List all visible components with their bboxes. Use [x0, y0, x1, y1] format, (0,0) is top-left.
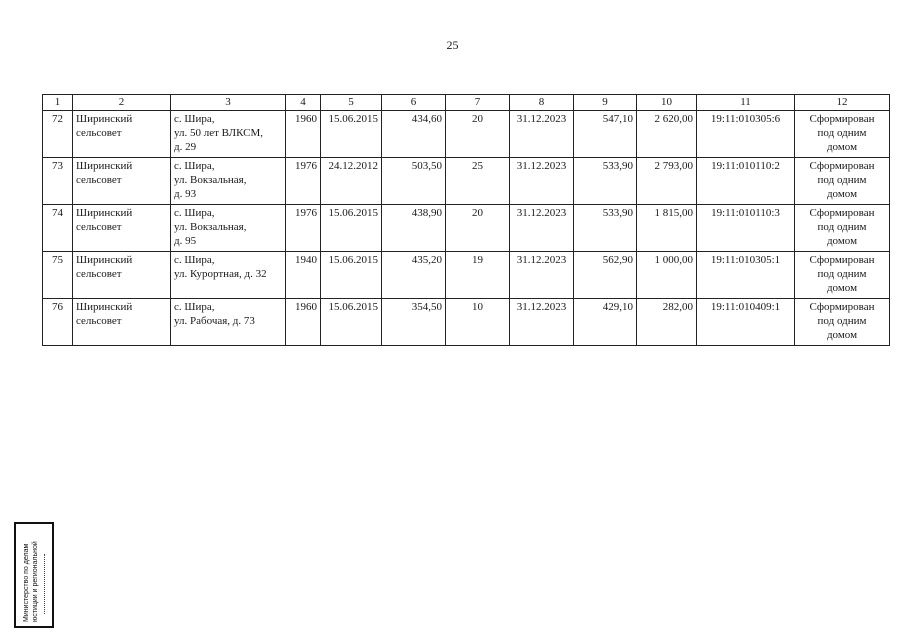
- date-cell: 24.12.2012: [321, 158, 382, 205]
- settlement-cell: Ширинский сельсовет: [73, 252, 171, 299]
- column-header: 2: [73, 95, 171, 111]
- value-cell: 20: [446, 205, 510, 252]
- column-header: 10: [637, 95, 697, 111]
- value-cell: 435,20: [382, 252, 446, 299]
- stamp-text: [22, 518, 40, 622]
- cadastral-number-cell: 19:11:010305:6: [697, 111, 795, 158]
- year-cell: 1976: [286, 158, 321, 205]
- row-number: 76: [43, 299, 73, 346]
- registry-table: [42, 94, 890, 346]
- date-cell: 15.06.2015: [321, 205, 382, 252]
- date-cell: 31.12.2023: [510, 111, 574, 158]
- cadastral-number-cell: 19:11:010409:1: [697, 299, 795, 346]
- note-cell: Сформирован под одним домом: [795, 158, 890, 205]
- value-cell: 503,50: [382, 158, 446, 205]
- settlement-cell: Ширинский сельсовет: [73, 158, 171, 205]
- value-cell: 19: [446, 252, 510, 299]
- registration-stamp: [14, 522, 54, 628]
- value-cell: 533,90: [574, 205, 637, 252]
- address-cell: с. Шира, ул. 50 лет ВЛКСМ, д. 29: [171, 111, 286, 158]
- stamp-dotted-line: [44, 554, 47, 614]
- row-number: 74: [43, 205, 73, 252]
- column-header: 1: [43, 95, 73, 111]
- value-cell: 2 793,00: [637, 158, 697, 205]
- date-cell: 31.12.2023: [510, 299, 574, 346]
- year-cell: 1940: [286, 252, 321, 299]
- value-cell: 1 815,00: [637, 205, 697, 252]
- value-cell: 1 000,00: [637, 252, 697, 299]
- address-cell: с. Шира, ул. Курортная, д. 32: [171, 252, 286, 299]
- date-cell: 31.12.2023: [510, 158, 574, 205]
- date-cell: 31.12.2023: [510, 205, 574, 252]
- value-cell: 434,60: [382, 111, 446, 158]
- column-header: 9: [574, 95, 637, 111]
- column-header: 5: [321, 95, 382, 111]
- value-cell: 547,10: [574, 111, 637, 158]
- date-cell: 15.06.2015: [321, 252, 382, 299]
- settlement-cell: Ширинский сельсовет: [73, 111, 171, 158]
- note-cell: Сформирован под одним домом: [795, 205, 890, 252]
- value-cell: 25: [446, 158, 510, 205]
- column-header: 12: [795, 95, 890, 111]
- year-cell: 1960: [286, 299, 321, 346]
- cadastral-number-cell: 19:11:010305:1: [697, 252, 795, 299]
- address-cell: с. Шира, ул. Вокзальная, д. 93: [171, 158, 286, 205]
- table-row: [43, 252, 890, 299]
- value-cell: 354,50: [382, 299, 446, 346]
- header-row: [43, 95, 890, 111]
- date-cell: 15.06.2015: [321, 299, 382, 346]
- column-header: 11: [697, 95, 795, 111]
- table-row: [43, 299, 890, 346]
- row-number: 72: [43, 111, 73, 158]
- settlement-cell: Ширинский сельсовет: [73, 205, 171, 252]
- stamp-line: Министерство по делам: [23, 543, 30, 622]
- address-cell: с. Шира, ул. Рабочая, д. 73: [171, 299, 286, 346]
- note-cell: Сформирован под одним домом: [795, 111, 890, 158]
- value-cell: 562,90: [574, 252, 637, 299]
- value-cell: 2 620,00: [637, 111, 697, 158]
- table-row: [43, 111, 890, 158]
- value-cell: 10: [446, 299, 510, 346]
- year-cell: 1960: [286, 111, 321, 158]
- column-header: 7: [446, 95, 510, 111]
- cadastral-number-cell: 19:11:010110:3: [697, 205, 795, 252]
- note-cell: Сформирован под одним домом: [795, 299, 890, 346]
- value-cell: 20: [446, 111, 510, 158]
- value-cell: 282,00: [637, 299, 697, 346]
- note-cell: Сформирован под одним домом: [795, 252, 890, 299]
- stamp-line: юстиции и региональной: [32, 541, 39, 622]
- table-row: [43, 205, 890, 252]
- column-header: 6: [382, 95, 446, 111]
- column-header: 4: [286, 95, 321, 111]
- page-number: 25: [446, 38, 459, 52]
- cadastral-number-cell: 19:11:010110:2: [697, 158, 795, 205]
- year-cell: 1976: [286, 205, 321, 252]
- value-cell: 429,10: [574, 299, 637, 346]
- row-number: 73: [43, 158, 73, 205]
- table-row: [43, 158, 890, 205]
- date-cell: 15.06.2015: [321, 111, 382, 158]
- date-cell: 31.12.2023: [510, 252, 574, 299]
- value-cell: 438,90: [382, 205, 446, 252]
- row-number: 75: [43, 252, 73, 299]
- address-cell: с. Шира, ул. Вокзальная, д. 95: [171, 205, 286, 252]
- settlement-cell: Ширинский сельсовет: [73, 299, 171, 346]
- value-cell: 533,90: [574, 158, 637, 205]
- column-header: 3: [171, 95, 286, 111]
- column-header: 8: [510, 95, 574, 111]
